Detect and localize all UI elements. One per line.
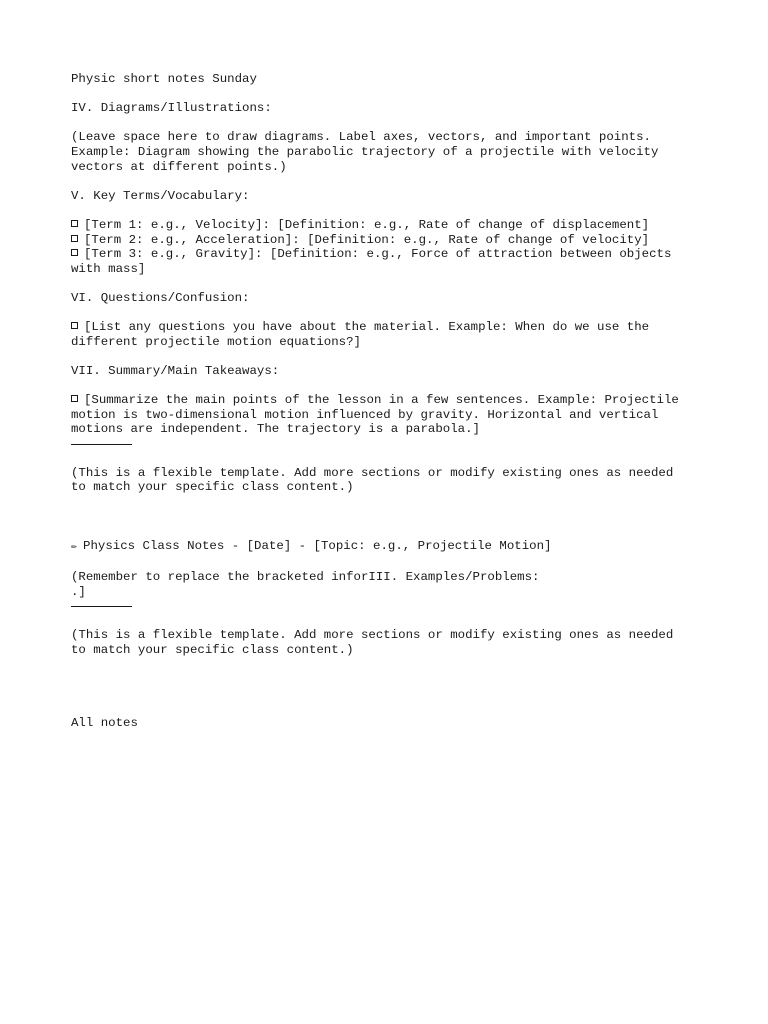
summary-text: [Summarize the main points of the lesson in a few sentences. Example: Projectile xyxy=(84,393,679,408)
checkbox-bullet-icon xyxy=(71,322,78,329)
template-note-line: (This is a flexible template. Add more sections or modify existing ones as needed xyxy=(71,465,674,480)
section-iv-heading: IV. Diagrams/Illustrations: xyxy=(71,101,272,116)
reminder-line: .] xyxy=(71,584,86,599)
pencil-icon: ✏ xyxy=(71,541,78,553)
section-iv-text-line: (Leave space here to draw diagrams. Label axes, vectors, and important points. xyxy=(71,130,651,145)
section-iv-text-line: Example: Diagram showing the parabolic trajectory of a projectile with velocity xyxy=(71,144,659,159)
class-notes-title xyxy=(71,539,711,556)
horizontal-divider xyxy=(71,444,132,445)
template-note-line: to match your specific class content.) xyxy=(71,642,354,657)
summary-continuation: motion is two-dimensional motion influenced by gravity. Horizontal and vertical xyxy=(71,407,659,422)
list-item xyxy=(71,320,711,335)
list-item xyxy=(71,233,711,248)
questions-text: [List any questions you have about the material. Example: When do we use the xyxy=(84,320,650,335)
list-item xyxy=(71,247,711,262)
questions-continuation: different projectile motion equations?] xyxy=(71,334,361,349)
checkbox-bullet-icon xyxy=(71,249,78,256)
section-iv-text-line: vectors at different points.) xyxy=(71,159,287,174)
template-note-line: (This is a flexible template. Add more sections or modify existing ones as needed xyxy=(71,628,674,643)
reminder-line: (Remember to replace the bracketed inforIII. Examples/Problems: xyxy=(71,570,540,585)
document-page xyxy=(71,72,711,730)
summary-continuation: motions are independent. The trajectory is a parabola.] xyxy=(71,422,480,437)
section-vi-heading: VI. Questions/Confusion: xyxy=(71,290,250,305)
checkbox-bullet-icon xyxy=(71,220,78,227)
checkbox-bullet-icon xyxy=(71,395,78,402)
section-v-heading: V. Key Terms/Vocabulary: xyxy=(71,188,250,203)
list-item xyxy=(71,393,711,408)
term-1-text: [Term 1: e.g., Velocity]: [Definition: e.g., Rate of change of displacement] xyxy=(84,217,650,232)
term-3-continuation: with mass] xyxy=(71,261,146,276)
document-title: Physic short notes Sunday xyxy=(71,72,257,86)
list-item xyxy=(71,218,711,233)
term-2-text: [Term 2: e.g., Acceleration]: [Definition: e.g., Rate of change of velocity] xyxy=(84,232,650,247)
checkbox-bullet-icon xyxy=(71,235,78,242)
class-notes-title-text: Physics Class Notes - [Date] - [Topic: e.g., Projectile Motion] xyxy=(83,538,552,553)
section-vii-heading: VII. Summary/Main Takeaways: xyxy=(71,363,280,378)
footer-text: All notes xyxy=(71,715,138,730)
term-3-text: [Term 3: e.g., Gravity]: [Definition: e.g., Force of attraction between objects xyxy=(84,247,672,262)
horizontal-divider xyxy=(71,606,132,607)
template-note-line: to match your specific class content.) xyxy=(71,480,354,495)
